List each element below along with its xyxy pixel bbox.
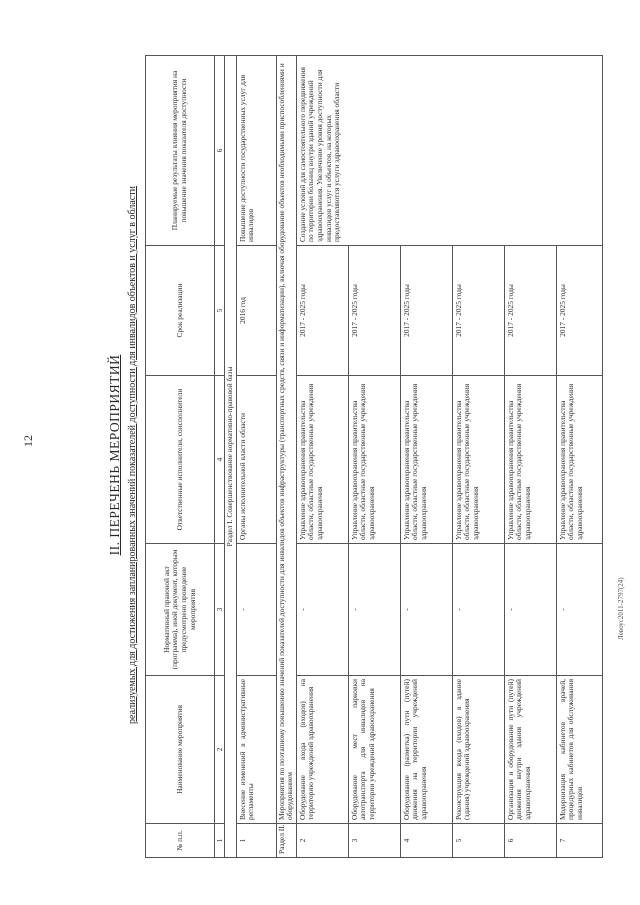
- executors: Управление здравоохранения правительства области, областные государственные учреждения здравоохранения: [296, 376, 348, 544]
- header-executors: Ответственные исполнители, соисполнители: [146, 376, 215, 544]
- legal-act: -: [452, 544, 504, 676]
- executors: Управление здравоохранения правительства области, областные государственные учреждения здравоохранения: [348, 376, 400, 544]
- measure-name: Реконструкция входа (входов) в здание (здания) учреждений здравоохранения: [452, 676, 504, 824]
- header-term: Срок реализации: [146, 246, 215, 376]
- term: 2016 год: [236, 246, 276, 376]
- measures-table: [145, 55, 603, 858]
- row-number: 4: [400, 824, 452, 858]
- measure-name: Модернизация кабинетов врачей, процедурных кабинетов для обслуживания инвалидов: [556, 676, 602, 824]
- section-2-row: [276, 56, 296, 858]
- measure-name: Оборудование мест парковки автотранспорта для инвалидов на территории учреждений здравоохранения: [348, 676, 400, 824]
- measure-name: Оборудование (разметка) пути (путей) движения на территории учреждений здравоохранения: [400, 676, 452, 824]
- legal-act: -: [400, 544, 452, 676]
- rotated-document: [105, 40, 625, 870]
- table-header: [146, 56, 215, 858]
- column-number: 3: [215, 544, 225, 676]
- term: 2017 - 2025 годы: [296, 246, 348, 376]
- executors: Управление здравоохранения правительства области, областные государственные учреждения здравоохранения: [452, 376, 504, 544]
- legal-act: -: [504, 544, 556, 676]
- measure-name: Организация и оборудование пути (путей) движения внутри здания учреждений здравоохранения: [504, 676, 556, 824]
- column-number: 5: [215, 246, 225, 376]
- section-1-heading: Раздел I. Совершенствование нормативно-правовой базы: [225, 56, 237, 858]
- executors: Органы исполнительной власти области: [236, 376, 276, 544]
- term: 2017 - 2025 годы: [504, 246, 556, 376]
- row-number: 1: [236, 824, 276, 858]
- result: Повышение доступности государственных услуг для инвалидов: [236, 56, 276, 246]
- term: 2017 - 2025 годы: [556, 246, 602, 376]
- page-number: 12: [21, 435, 35, 447]
- column-number: 2: [215, 676, 225, 824]
- header-measure-name: Наименование мероприятия: [146, 676, 215, 824]
- row-number: 5: [452, 824, 504, 858]
- row-number: 6: [504, 824, 556, 858]
- executors: Управление здравоохранения правительства области, областные государственные учреждения здравоохранения: [400, 376, 452, 544]
- header-results: Планируемые результаты влияния мероприятия на повышение значения показателя доступности: [146, 56, 215, 246]
- executors: Управление здравоохранения правительства области, областные государственные учреждения здравоохранения: [556, 376, 602, 544]
- column-number: 6: [215, 56, 225, 246]
- term: 2017 - 2025 годы: [348, 246, 400, 376]
- column-numbers-row: [215, 56, 225, 858]
- column-number: 1: [215, 824, 225, 858]
- header-number: № п.п.: [146, 824, 215, 858]
- table-row: [236, 56, 276, 858]
- footer-document-code: Левоус2011-2797(24): [617, 577, 625, 640]
- table-row: [296, 56, 348, 858]
- executors: Управление здравоохранения правительства области, областные государственные учреждения здравоохранения: [504, 376, 556, 544]
- measure-name: Внесение изменений в административные регламенты: [236, 676, 276, 824]
- document-subtitle: реализуемых для достижения запланированных значений показателей доступности для инвалидов объектов и услуг в области: [127, 186, 138, 724]
- row-number: 3: [348, 824, 400, 858]
- section-2-heading: Мероприятия по поэтапному повышению значений показателей доступности для инвалидов объектов инфраструктуры (транспортных средств, связи и информатизации), включая оборудование объектов необходимыми приспособлениями и оборудованием: [276, 56, 296, 824]
- section-2-label: Раздел II.: [276, 824, 296, 858]
- result: Создание условий для самостоятельного передвижения по территории больниц внутри зданий учреждений здравоохранения. Увеличение уровня доступности для инвалидов услуг и объектов, на которых предоставляются услуги здравоохранения области: [296, 56, 602, 246]
- legal-act: -: [556, 544, 602, 676]
- measure-name: Оборудование входа (входов) на территорию учреждений здравоохранения: [296, 676, 348, 824]
- legal-act: -: [348, 544, 400, 676]
- section-1-row: [225, 56, 237, 858]
- term: 2017 - 2025 годы: [452, 246, 504, 376]
- row-number: 2: [296, 824, 348, 858]
- legal-act: -: [236, 544, 276, 676]
- row-number: 7: [556, 824, 602, 858]
- document-title: II. ПЕРЕЧЕНЬ МЕРОПРИЯТИЙ: [107, 354, 122, 556]
- column-number: 4: [215, 376, 225, 544]
- header-legal-act: Нормативный правовой акт (программа), иной документ, которым предусмотрено проведение мероприятия: [146, 544, 215, 676]
- term: 2017 - 2025 годы: [400, 246, 452, 376]
- legal-act: -: [296, 544, 348, 676]
